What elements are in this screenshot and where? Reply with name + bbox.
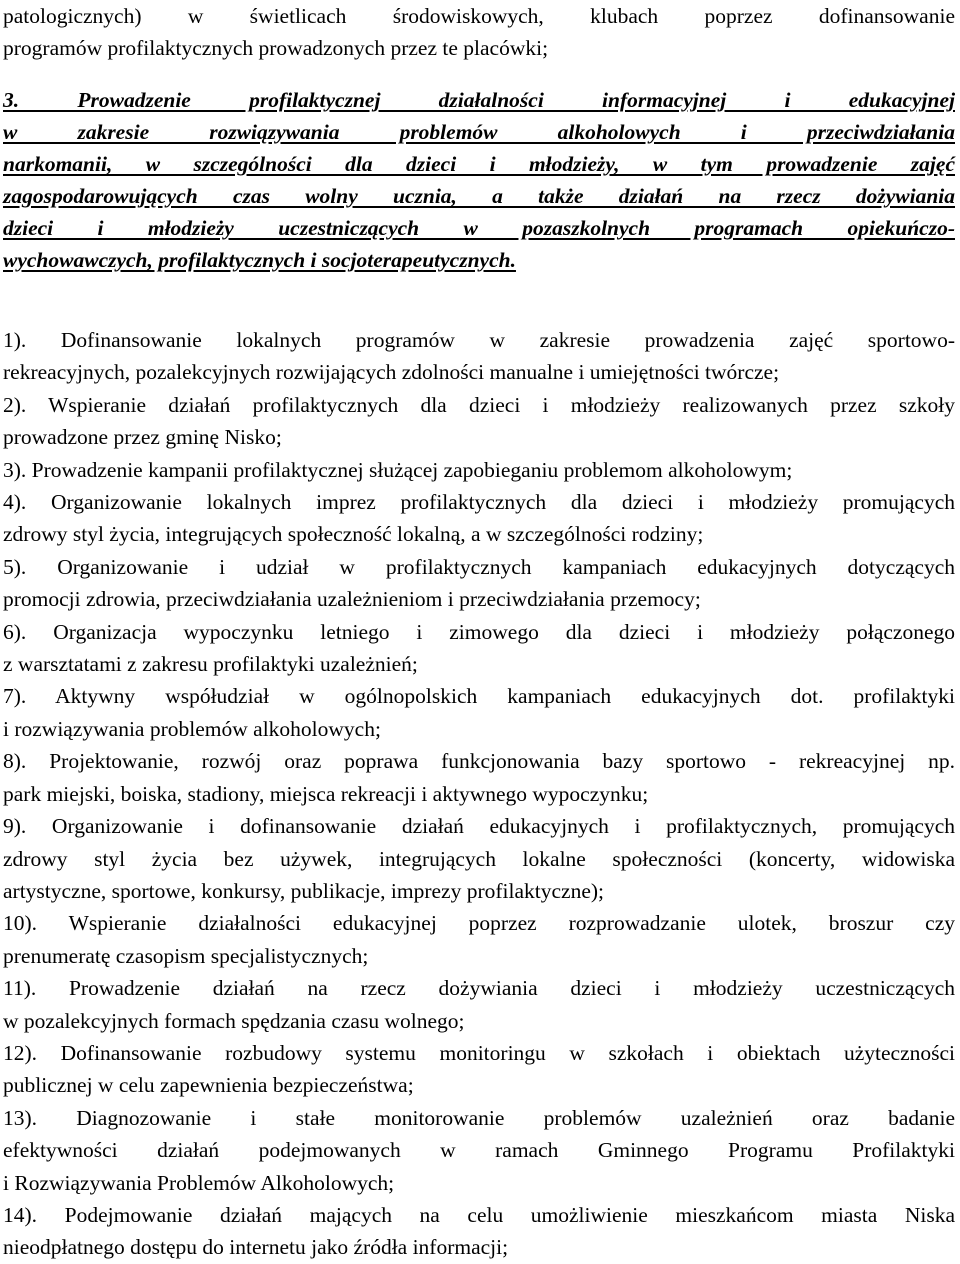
list-item-line — [3, 843, 955, 875]
list-item-line — [3, 940, 955, 972]
list-item-text: prowadzone przez gminę Nisko; — [3, 425, 282, 450]
list-item-text: Prowadzenie działań na rzecz dożywiania dzieci i młodzieży uczestniczących — [68, 976, 956, 1001]
list-item-number: 10). — [3, 911, 38, 936]
list-item-line — [3, 1134, 955, 1166]
list-item — [3, 680, 955, 745]
list-item-line — [3, 1167, 955, 1199]
list-item-text: Podejmowanie działań mających na celu umożliwienie mieszkańcom miasta Niska — [64, 1202, 956, 1227]
list-item-text: i Rozwiązywania Problemów Alkoholowych; — [3, 1170, 395, 1195]
list-item-line — [3, 356, 955, 388]
list-item-text: Diagnozowanie i stałe monitorowanie problemów uzależnień oraz badanie — [76, 1105, 955, 1130]
section-3-heading — [3, 84, 955, 276]
list-item-line — [3, 1069, 955, 1101]
list-item-number: 5). — [3, 554, 27, 579]
list-item-text: zdrowy styl życia bez używek, integrujących lokalne społeczności (koncerty, widowiska — [3, 846, 955, 871]
list-item — [3, 1037, 955, 1102]
list-item-line — [3, 518, 955, 550]
numbered-list — [3, 324, 955, 1264]
list-item-text: park miejski, boiska, stadiony, miejsca rekreacji i aktywnego wypoczynku; — [3, 781, 649, 806]
list-item-line — [3, 324, 955, 356]
list-item-line — [3, 875, 955, 907]
list-item — [3, 324, 955, 389]
list-item — [3, 972, 955, 1037]
list-item-line — [3, 810, 955, 842]
list-item-text: publicznej w celu zapewnienia bezpieczeństwa; — [3, 1073, 414, 1098]
list-item-number: 2). — [3, 392, 27, 417]
list-item-number: 1). — [3, 328, 27, 352]
list-item-line — [3, 1037, 955, 1069]
list-item-line — [3, 713, 955, 745]
list-item-line — [3, 454, 955, 486]
list-item-line — [3, 1199, 955, 1231]
list-item-text: artystyczne, sportowe, konkursy, publikacje, imprezy profilaktyczne); — [3, 878, 605, 903]
list-item-text: Aktywny współudział w ogólnopolskich kampaniach edukacyjnych dot. profilaktyki — [55, 684, 955, 709]
list-item-text: promocji zdrowia, przeciwdziałania uzależnieniom i przeciwdziałania przemocy; — [3, 587, 701, 612]
list-item-line — [3, 648, 955, 680]
list-item-line — [3, 745, 955, 777]
list-item-line — [3, 389, 955, 421]
list-item — [3, 1102, 955, 1199]
list-item — [3, 616, 955, 681]
list-item-number: 8). — [3, 749, 27, 774]
list-item-text: Organizowanie i dofinansowanie działań edukacyjnych i profilaktycznych, promujących — [51, 814, 955, 839]
list-item-number: 3). — [3, 457, 27, 482]
list-item-line — [3, 972, 955, 1004]
list-item-line — [3, 1005, 955, 1037]
list-item-number: 4). — [3, 490, 27, 515]
list-item-text: Organizowanie lokalnych imprez profilaktycznych dla dzieci i młodzieży promujących — [51, 490, 955, 515]
list-item-number: 13). — [3, 1105, 38, 1130]
section-line: zagospodarowujących czas wolny ucznia, a także działań na rzecz dożywiania — [3, 184, 955, 208]
list-item-line — [3, 680, 955, 712]
list-item-text: i rozwiązywania problemów alkoholowych; — [3, 716, 381, 741]
list-item-text: nieodpłatnego dostępu do internetu jako źródła informacji; — [3, 1235, 509, 1260]
list-item-text: prenumeratę czasopism specjalistycznych; — [3, 943, 369, 968]
list-item-line — [3, 907, 955, 939]
list-item-text: Wspieranie działalności edukacyjnej poprzez rozprowadzanie ulotek, broszur czy — [68, 911, 955, 936]
section-line: wychowawczych, profilaktycznych i socjoterapeutycznych. — [3, 248, 516, 272]
list-item-text: Organizowanie i udział w profilaktycznych kampaniach edukacyjnych dotyczących — [57, 554, 955, 579]
intro-paragraph — [3, 0, 955, 64]
list-item-number: 12). — [3, 1040, 38, 1065]
list-item-line — [3, 583, 955, 615]
list-item-text: Projektowanie, rozwój oraz poprawa funkcjonowania bazy sportowo - rekreacyjnej np. — [49, 749, 955, 774]
list-item-line — [3, 1102, 955, 1134]
list-item — [3, 907, 955, 972]
list-item-line — [3, 486, 955, 518]
list-item-text: rekreacyjnych, pozalekcyjnych rozwijających zdolności manualne i umiejętności twórcze; — [3, 360, 780, 385]
list-item — [3, 551, 955, 616]
list-item-text: Prowadzenie kampanii profilaktycznej służącej zapobieganiu problemom alkoholowym; — [31, 457, 793, 482]
list-item — [3, 486, 955, 551]
list-item-text: w pozalekcyjnych formach spędzania czasu wolnego; — [3, 1008, 465, 1033]
list-item-text: Dofinansowanie lokalnych programów w zakresie prowadzenia zajęć sportowo- — [60, 328, 955, 352]
list-item-number: 11). — [3, 976, 37, 1001]
list-item-number: 7). — [3, 684, 27, 709]
list-item — [3, 810, 955, 907]
list-item — [3, 454, 955, 486]
list-item-text: z warsztatami z zakresu profilaktyki uzależnień; — [3, 652, 418, 677]
intro-line: patologicznych) w świetlicach środowiskowych, klubach poprzez dofinansowanie — [3, 4, 955, 28]
section-line: 3. Prowadzenie profilaktycznej działalności informacyjnej i edukacyjnej — [3, 88, 955, 112]
list-item-text: Organizacja wypoczynku letniego i zimowego dla dzieci i młodzieży połączonego — [53, 619, 955, 644]
list-item-text: zdrowy styl życia, integrujących społeczność lokalną, a w szczególności rodziny; — [3, 522, 704, 547]
intro-line: programów profilaktycznych prowadzonych przez te placówki; — [3, 36, 549, 60]
list-item-line — [3, 551, 955, 583]
list-item-line — [3, 616, 955, 648]
list-item — [3, 389, 955, 454]
list-item-number: 14). — [3, 1202, 38, 1227]
list-item-text: efektywności działań podejmowanych w ramach Gminnego Programu Profilaktyki — [3, 1138, 955, 1163]
list-item-line — [3, 778, 955, 810]
section-line: w zakresie rozwiązywania problemów alkoholowych i przeciwdziałania — [3, 120, 955, 144]
list-item-line — [3, 421, 955, 453]
list-item-text: Wspieranie działań profilaktycznych dla dzieci i młodzieży realizowanych przez szkoły — [48, 392, 955, 417]
section-line: narkomanii, w szczególności dla dzieci i młodzieży, w tym prowadzenie zajęć — [3, 152, 955, 176]
section-line: dzieci i młodzieży uczestniczących w pozaszkolnych programach opiekuńczo- — [3, 216, 955, 240]
list-item-text: Dofinansowanie rozbudowy systemu monitoringu w szkołach i obiektach użyteczności — [60, 1040, 956, 1065]
document-page — [3, 0, 955, 1264]
list-item — [3, 745, 955, 810]
list-item — [3, 1199, 955, 1264]
list-item-number: 6). — [3, 619, 27, 644]
list-item-number: 9). — [3, 814, 27, 839]
list-item-line — [3, 1231, 955, 1263]
